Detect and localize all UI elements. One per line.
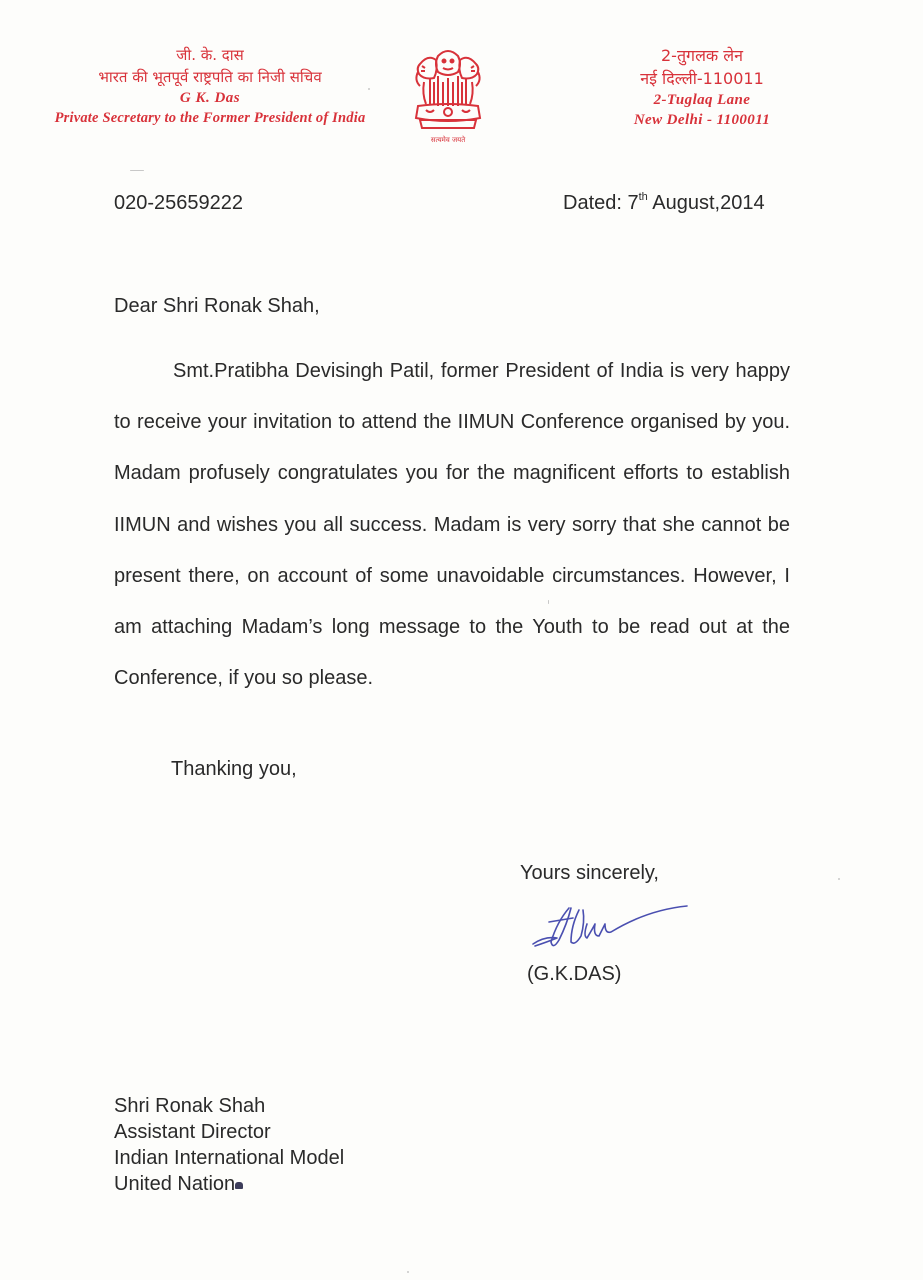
scan-speck bbox=[838, 878, 840, 880]
addressee-name: Shri Ronak Shah bbox=[114, 1095, 266, 1117]
letterhead-sender bbox=[0, 44, 420, 128]
date-prefix: Dated: 7 bbox=[563, 192, 639, 214]
phone-number: 020-25659222 bbox=[114, 192, 244, 214]
thanks-line: Thanking you, bbox=[171, 758, 297, 780]
sender-name-english: G K. Das bbox=[179, 90, 241, 106]
ink-smudge bbox=[235, 1182, 243, 1189]
scan-speck bbox=[548, 600, 549, 604]
sender-title-hindi: भारत की भूतपूर्व राष्ट्रपति का निजी सचिव bbox=[98, 68, 322, 86]
date-rest: August,2014 bbox=[647, 192, 765, 214]
address-line2-english: New Delhi - 1100011 bbox=[633, 112, 771, 128]
date-ordinal: th bbox=[638, 191, 648, 203]
signature-icon bbox=[527, 898, 697, 958]
closing: Yours sincerely, bbox=[520, 862, 659, 884]
letter-body bbox=[114, 346, 790, 704]
emblem-motto: सत्यमेव जयते bbox=[430, 136, 466, 144]
national-emblem-icon bbox=[410, 42, 486, 150]
sender-title-english: Private Secretary to the Former President of India bbox=[54, 110, 366, 126]
letter-date bbox=[563, 192, 765, 215]
addressee-block bbox=[114, 1093, 344, 1197]
sender-name-hindi: जी. के. दास bbox=[176, 46, 244, 64]
address-line1-hindi: 2-तुगलक लेन bbox=[660, 46, 744, 65]
scan-speck bbox=[130, 170, 144, 171]
address-line2-hindi: नई दिल्ली-110011 bbox=[640, 69, 764, 88]
scan-speck bbox=[368, 88, 370, 90]
body-paragraph: Smt.Pratibha Devisingh Patil, former President of India is very happy to receive your invitation to attend the IIMUN Conference organised by you. Madam profusely congratulates you for the magnificent efforts to establish IIMUN and wishes you all success. Madam is very sorry that she cannot be present there, on account of some unavoidable circumstances. However, I am attaching Madam’s long message to the Youth to be read out at the Conference, if you so please. bbox=[114, 360, 790, 690]
addressee-designation: Assistant Director bbox=[114, 1121, 271, 1143]
signatory-name: (G.K.DAS) bbox=[527, 963, 622, 985]
address-line1-english: 2-Tuglaq Lane bbox=[653, 92, 751, 108]
addressee-org-line2: United Nation bbox=[114, 1171, 344, 1197]
letterhead-address bbox=[596, 44, 808, 130]
addressee-org-line1: Indian International Model bbox=[114, 1147, 345, 1169]
scan-speck bbox=[407, 1271, 409, 1273]
salutation: Dear Shri Ronak Shah, bbox=[114, 295, 320, 317]
